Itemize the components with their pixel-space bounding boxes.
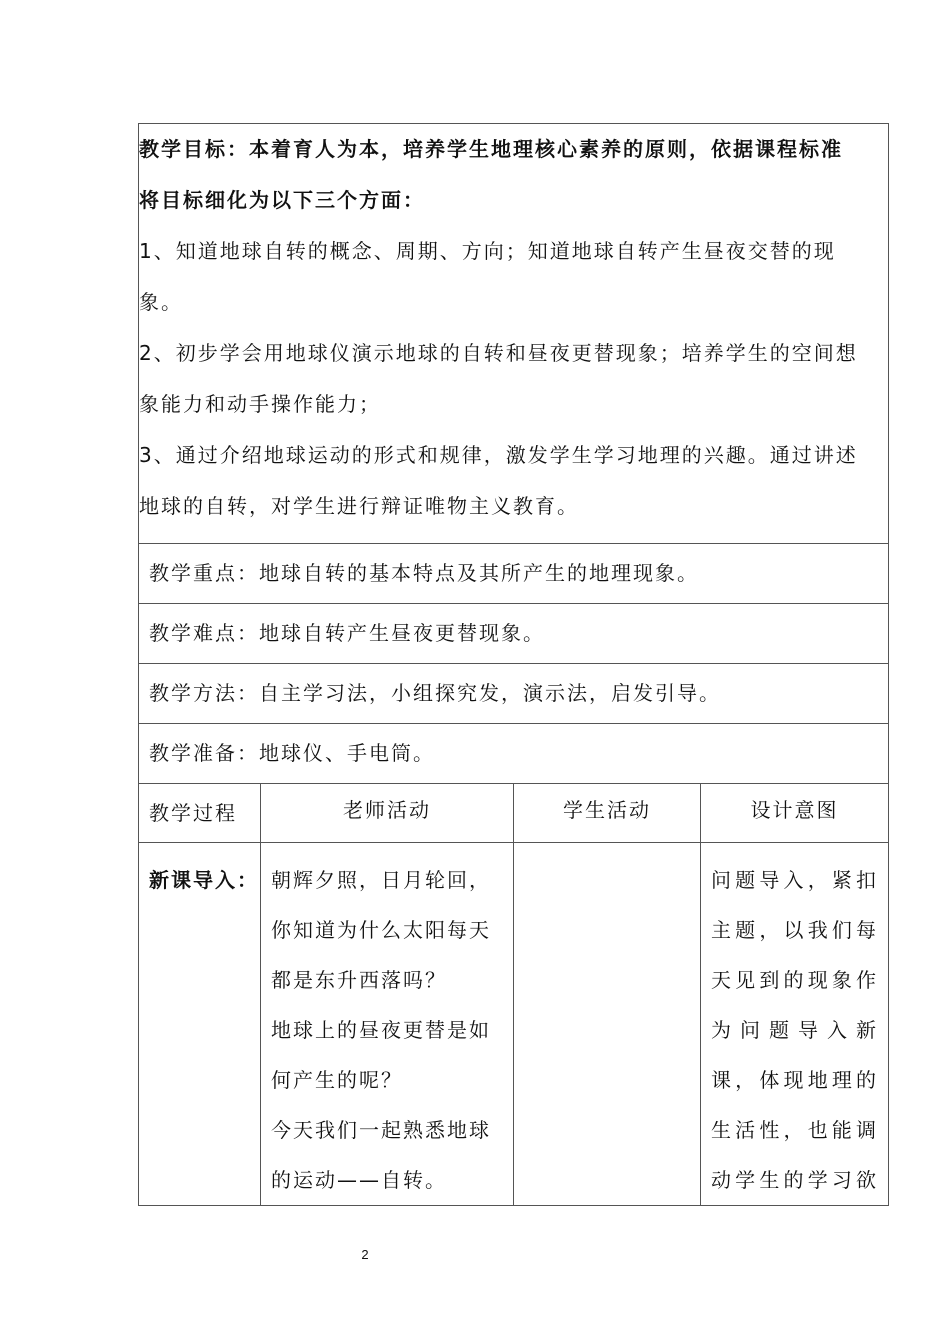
- objective-item-line: 3、通过介绍地球运动的形式和规律，激发学生学习地理的兴趣。通过讲述: [139, 443, 858, 467]
- preparation-row: [139, 724, 889, 784]
- header-cell-teacher: [261, 784, 514, 843]
- teacher-line: 今天我们一起熟悉地球: [271, 1118, 491, 1142]
- intent-line: 为问题导入新: [711, 1018, 879, 1042]
- header-teacher-label: 老师活动: [343, 798, 431, 822]
- method-row: [139, 664, 889, 724]
- preparation-cell: [139, 724, 889, 784]
- stage-cell: [139, 843, 261, 1206]
- key-point-text: 教学重点：地球自转的基本特点及其所产生的地理现象。: [149, 561, 699, 585]
- teacher-line: 的运动——自转。: [271, 1168, 447, 1192]
- objectives-heading-line: 教学目标：本着育人为本，培养学生地理核心素养的原则，依据课程标准: [139, 137, 843, 161]
- key-point-cell: [139, 544, 889, 604]
- header-process-label: 教学过程: [149, 801, 237, 825]
- design-intent-cell: [701, 843, 889, 1206]
- student-activity-text: [514, 843, 700, 855]
- objectives-heading-line: 将目标细化为以下三个方面：: [139, 188, 425, 212]
- objective-item-line: 象。: [139, 290, 183, 314]
- objectives-cell: [139, 124, 889, 544]
- difficulty-text: 教学难点：地球自转产生昼夜更替现象。: [149, 621, 545, 645]
- header-cell-process: [139, 784, 261, 843]
- method-cell: [139, 664, 889, 724]
- teacher-line: 何产生的呢？: [271, 1068, 403, 1092]
- stage-label: 新课导入：: [149, 868, 259, 892]
- design-intent-text: [701, 843, 888, 1205]
- header-cell-student: [514, 784, 701, 843]
- objectives-row: [139, 124, 889, 544]
- intent-line: 问题导入，紧扣: [711, 868, 879, 892]
- teacher-activity-text: [261, 843, 513, 1205]
- objective-item-line: 地球的自转，对学生进行辩证唯物主义教育。: [139, 494, 579, 518]
- teacher-activity-cell: [261, 843, 514, 1206]
- intro-row: [139, 843, 889, 1206]
- objective-item-line: 2、初步学会用地球仪演示地球的自转和昼夜更替现象；培养学生的空间想: [139, 341, 858, 365]
- student-activity-cell: [514, 843, 701, 1206]
- teacher-line: 朝辉夕照，日月轮回，: [271, 868, 491, 892]
- intent-line: 课，体现地理的: [711, 1068, 879, 1092]
- intent-line: 动学生的学习欲: [711, 1168, 879, 1192]
- header-intent-label: 设计意图: [750, 798, 839, 822]
- preparation-text: 教学准备：地球仪、手电筒。: [149, 741, 435, 765]
- difficulty-cell: [139, 604, 889, 664]
- page-number: 2: [361, 1247, 369, 1262]
- objective-item-line: 1、知道地球自转的概念、周期、方向；知道地球自转产生昼夜交替的现: [139, 239, 836, 263]
- difficulty-row: [139, 604, 889, 664]
- header-cell-intent: [701, 784, 889, 843]
- stage-label-wrap: [139, 843, 260, 905]
- method-text: 教学方法：自主学习法，小组探究发，演示法，启发引导。: [149, 681, 721, 705]
- intent-line: 主题，以我们每: [711, 918, 879, 942]
- intent-line: 天见到的现象作: [711, 968, 879, 992]
- teacher-line: 都是东升西落吗？: [271, 968, 447, 992]
- header-student-label: 学生活动: [563, 798, 651, 822]
- teacher-line: 你知道为什么太阳每天: [271, 918, 491, 942]
- key-point-row: [139, 544, 889, 604]
- teacher-line: 地球上的昼夜更替是如: [271, 1018, 491, 1042]
- objective-item-line: 象能力和动手操作能力；: [139, 392, 381, 416]
- intent-line: 生活性，也能调: [711, 1118, 879, 1142]
- process-header-row: [139, 784, 889, 843]
- lesson-plan-table: [138, 123, 889, 1206]
